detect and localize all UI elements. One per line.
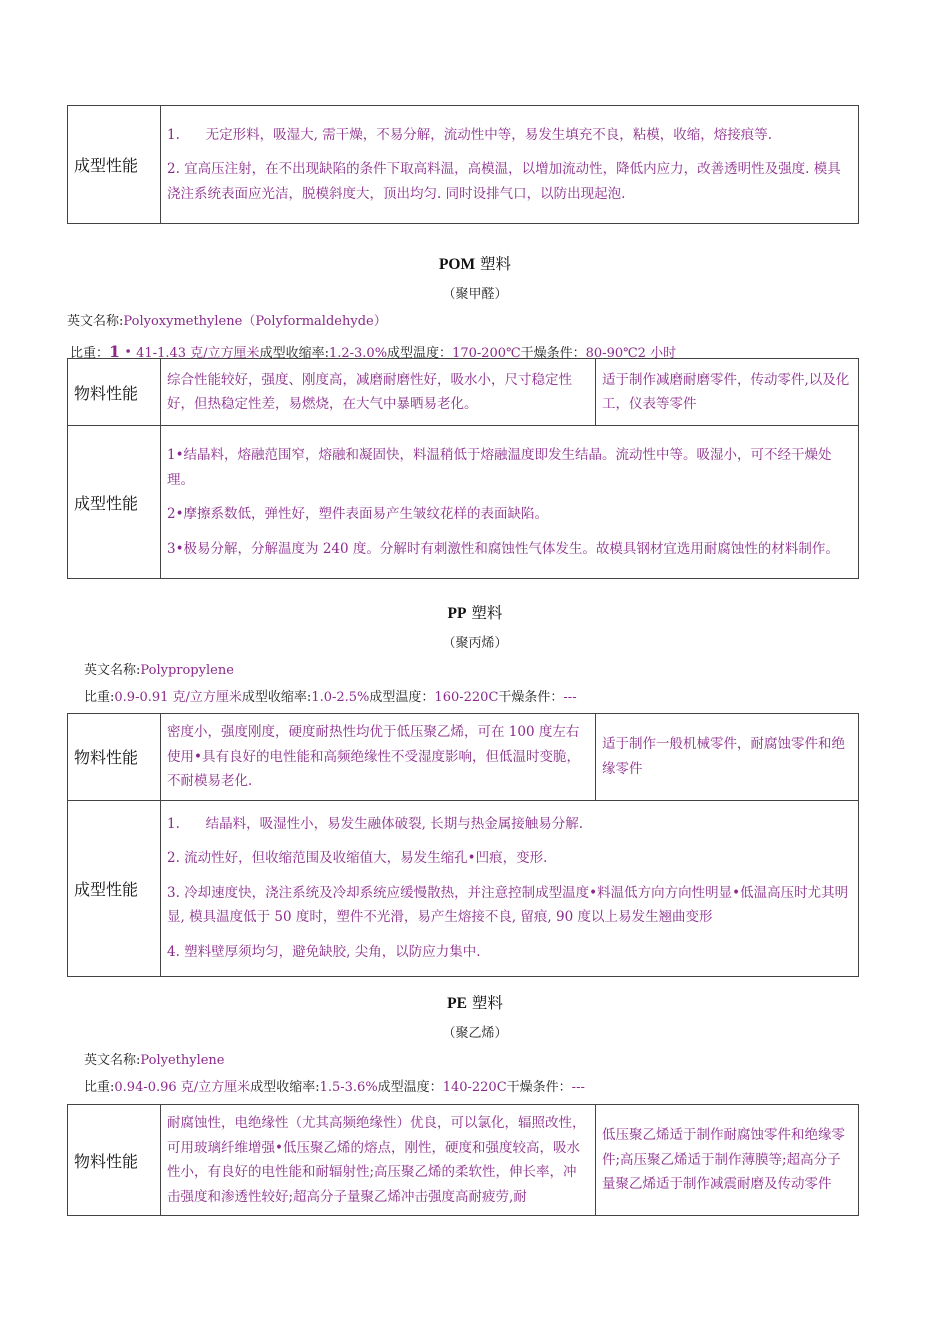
table-continued xyxy=(67,105,859,224)
pom-title xyxy=(0,252,950,274)
shrink-value: 1.5-3.6% xyxy=(319,1080,378,1095)
temp-value: 170-200℃ xyxy=(452,346,521,361)
pp-english-name xyxy=(84,659,234,678)
temp-label: 成型温度： xyxy=(387,346,453,361)
dry-label: 干燥条件： xyxy=(506,1080,572,1095)
english-value: Polypropylene xyxy=(140,663,234,678)
dry-value: --- xyxy=(571,1080,585,1095)
molding-label: 成型性能 xyxy=(68,426,161,579)
molding-content xyxy=(161,106,859,224)
temp-label: 成型温度： xyxy=(369,690,435,705)
molding-content xyxy=(161,800,859,976)
material-content: 综合性能较好，强度、刚度高，减磨耐磨性好，吸水小，尺寸稳定性好，但热稳定性差，易燃烧，在大气中暴晒易老化。 xyxy=(161,359,596,426)
pp-title-code: PP xyxy=(447,605,467,622)
molding-content xyxy=(161,426,859,579)
english-label: 英文名称: xyxy=(67,314,124,329)
pp-table xyxy=(67,713,859,977)
pe-english-name xyxy=(84,1049,225,1068)
temp-value: 160-220C xyxy=(434,690,499,705)
density-value: 0.94-0.96 克/立方厘米 xyxy=(114,1080,251,1095)
use-content: 适于制作一般机械零件，耐腐蚀零件和绝缘零件 xyxy=(596,714,859,801)
shrink-value: 1.2-3.0% xyxy=(328,346,388,361)
english-value: Polyoxymethylene（Polyformaldehyde） xyxy=(123,314,387,329)
density-label: 比重: xyxy=(84,1080,115,1095)
pom-table xyxy=(67,358,859,579)
shrink-label: 成型收缩率: xyxy=(259,346,329,361)
shrink-label: 成型收缩率: xyxy=(250,1080,320,1095)
pp-specs xyxy=(84,686,577,705)
molding-item: 2. 宜高压注射，在不出现缺陷的条件下取高料温，高模温，以增加流动性，降低内应力，改善透明性及强度. 模具浇注系统表面应光洁，脱模斜度大，顶出均匀. 同时设排气口，以防出现起泡. xyxy=(167,161,841,202)
use-content: 适于制作减磨耐磨零件，传动零件,以及化工，仪表等零件 xyxy=(596,359,859,426)
dry-value: --- xyxy=(563,690,577,705)
pe-title-text: 塑料 xyxy=(471,994,503,1012)
density-value-a: 1・ xyxy=(109,342,137,361)
material-label: 物料性能 xyxy=(68,714,161,801)
pp-title-text: 塑料 xyxy=(471,604,503,622)
english-label: 英文名称: xyxy=(84,1053,141,1068)
molding-item: 3. 冷却速度快，浇注系统及冷却系统应缓慢散热，并注意控制成型温度•料温低方向方向性明显•低温高压时尤其明显, 模具温度低于 50 度时，塑件不光滑，易产生熔接不良, 留痕, 90 度以上易发生翘曲变形 xyxy=(167,884,849,926)
molding-item: 1•结晶料，熔融范围窄，熔融和凝固快，料温稍低于熔融温度即发生结晶。流动性中等。吸湿小，可不经干燥处理。 xyxy=(167,447,832,488)
pom-title-text: 塑料 xyxy=(480,255,512,273)
pe-table xyxy=(67,1104,859,1216)
density-label: 比重： xyxy=(70,346,110,361)
shrink-label: 成型收缩率: xyxy=(241,690,312,705)
density-value-b: 41-1.43 克/立方厘米 xyxy=(136,346,260,361)
pe-subtitle: （聚乙烯） xyxy=(442,1026,508,1041)
molding-label: 成型性能 xyxy=(68,106,161,224)
english-label: 英文名称: xyxy=(84,663,141,678)
material-content: 耐腐蚀性，电绝缘性（尤其高频绝缘性）优良，可以氯化，辐照改性，可用玻璃纤维增强•低压聚乙烯的熔点，刚性，硬度和强度较高，吸水性小，有良好的电性能和耐辐射性;高压聚乙烯的柔软性，伸长率，冲击强度和渗透性较好;超高分子量聚乙烯冲击强度高耐疲劳,耐 xyxy=(161,1105,596,1216)
molding-item: 2. 流动性好，但收缩范围及收缩值大，易发生缩孔•凹痕，变形. xyxy=(167,850,548,867)
temp-value: 140-220C xyxy=(442,1080,507,1095)
temp-label: 成型温度： xyxy=(377,1080,443,1095)
material-content: 密度小，强度刚度，硬度耐热性均优于低压聚乙烯，可在 100 度左右使用•具有良好的电性能和高频绝缘性不受湿度影响，但低温时变脆，不耐模易老化. xyxy=(161,714,596,801)
pe-title xyxy=(0,991,950,1013)
material-label: 物料性能 xyxy=(68,359,161,426)
molding-item: 1. 无定形料，吸湿大, 需干燥，不易分解，流动性中等，易发生填充不良，粘模，收缩，熔接痕等. xyxy=(167,126,773,143)
pom-title-code: POM xyxy=(438,256,476,273)
molding-label: 成型性能 xyxy=(68,800,161,976)
material-label: 物料性能 xyxy=(68,1105,161,1216)
molding-item: 2•摩擦系数低，弹性好，塑件表面易产生皱纹花样的表面缺陷。 xyxy=(167,506,549,522)
pe-specs xyxy=(84,1076,585,1095)
pp-title xyxy=(0,601,950,623)
shrink-value: 1.0-2.5% xyxy=(311,690,370,705)
dry-label: 干燥条件： xyxy=(520,346,586,361)
pom-english-name xyxy=(67,310,387,329)
pom-subtitle: （聚甲醛） xyxy=(442,287,508,302)
molding-item: 4. 塑料壁厚须均匀，避免缺胶, 尖角，以防应力集中. xyxy=(167,943,481,960)
pp-subtitle: （聚丙烯） xyxy=(442,636,508,651)
use-content: 低压聚乙烯适于制作耐腐蚀零件和绝缘零件;高压聚乙烯适于制作薄膜等;超高分子量聚乙烯适于制作减震耐磨及传动零件 xyxy=(596,1105,859,1216)
molding-item: 3•极易分解，分解温度为 240 度。分解时有刺激性和腐蚀性气体发生。故模具钢材宜选用耐腐蚀性的材料制作。 xyxy=(167,540,839,557)
dry-value: 80-90℃2 小时 xyxy=(585,346,677,361)
density-label: 比重: xyxy=(84,690,115,705)
density-value: 0.9-0.91 克/立方厘米 xyxy=(114,690,242,705)
dry-label: 干燥条件： xyxy=(498,690,564,705)
molding-item: 1. 结晶料，吸湿性小，易发生融体破裂, 长期与热金属接触易分解. xyxy=(167,815,584,832)
pe-title-code: PE xyxy=(447,995,467,1012)
english-value: Polyethylene xyxy=(140,1053,225,1068)
